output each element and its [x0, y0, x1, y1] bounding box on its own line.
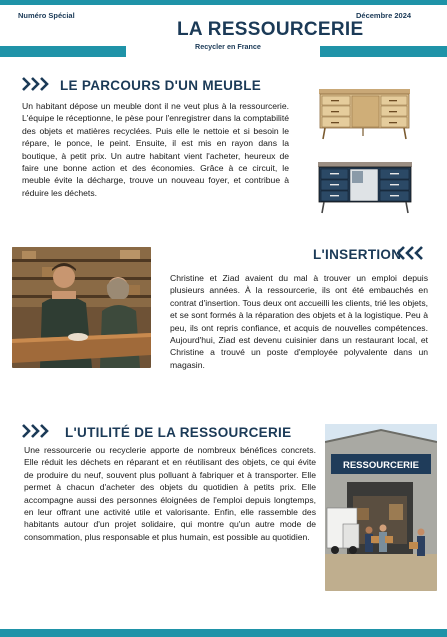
dresser-painted-image — [313, 158, 417, 216]
bottom-band — [0, 629, 447, 637]
chevron-left-icon — [397, 246, 427, 265]
section-title-parcours: LE PARCOURS D'UN MEUBLE — [60, 78, 262, 93]
ressourcerie-building-image — [325, 424, 437, 591]
date-label: Décembre 2024 — [356, 11, 412, 20]
building-sign-text: RESSOURCERIE — [342, 460, 420, 471]
section-text-parcours: Un habitant dépose un meuble dont il ne veut plus à la ressourcerie. L'équipe le réceptionne, le pèse pour l'enregistrer dans la comptabilité des objets et matières recyclées. Puis elle le nettoie et si besoin le répare, le ponce, le peint. Ensuite, il est mis en rayon dans la boutique, à petit prix. Un autre habitant vient l'acheter, heureux de faire une bonne action et des économies. Grâce à ce circuit, le meuble évite la décharge, trouve un nouveau foyer, et contribue à réduire les déchets. — [22, 101, 289, 198]
header-bar-right — [320, 46, 447, 57]
header-bar-left — [0, 46, 126, 57]
section-title-insertion: L'INSERTION — [313, 247, 402, 262]
chevron-right-icon — [22, 424, 52, 443]
section-text-utilite: Une ressourcerie ou recyclerie apporte de nombreux bénéfices concrets. Elle réduit les déchets en réparant et en réutilisant des objets, ce qui évite de produire du neuf, souvent plus polluant à fabriquer et à transporter. Elle permet à chacun d'acheter des objets du quotidien à petits prix. Elle accompagne aussi des personnes éloignées de l'emploi depuis longtemps, en leur offrant une activité utile et valorisante. Enfin, elle rassemble des habitants autour d'un projet solidaire, qui montre qu'un autre mode de consommation, plus responsable et plus humain, est possible au quotidien. — [24, 445, 316, 542]
issue-label: Numéro Spécial — [18, 11, 75, 20]
dresser-wood-image — [313, 84, 416, 142]
section-text-insertion: Christine et Ziad avaient du mal à trouver un emploi depuis plusieurs années. À la ressourcerie, ils ont été embauchés en contrat d'insertion. Tous deux ont accueilli les clients, trié les objets, et se sont formés à la réparation des objets et à la logistique. Peu à peu, ils ont repris confiance, et acquis de nouvelles compétences. Aujourd'hui, Ziad est devenu cuisinier dans un restaurant local, et Christine a trouvé un poste d'employée polyvalente dans un magasin. — [170, 273, 428, 370]
brand-title: LA RESSOURCERIE — [177, 19, 364, 40]
chevron-right-icon — [22, 77, 52, 96]
top-band — [0, 0, 447, 5]
section-title-utilite: L'UTILITÉ DE LA RESSOURCERIE — [65, 425, 292, 440]
brand-tagline: Recycler en France — [195, 42, 261, 51]
workers-repairing-image — [12, 247, 151, 368]
